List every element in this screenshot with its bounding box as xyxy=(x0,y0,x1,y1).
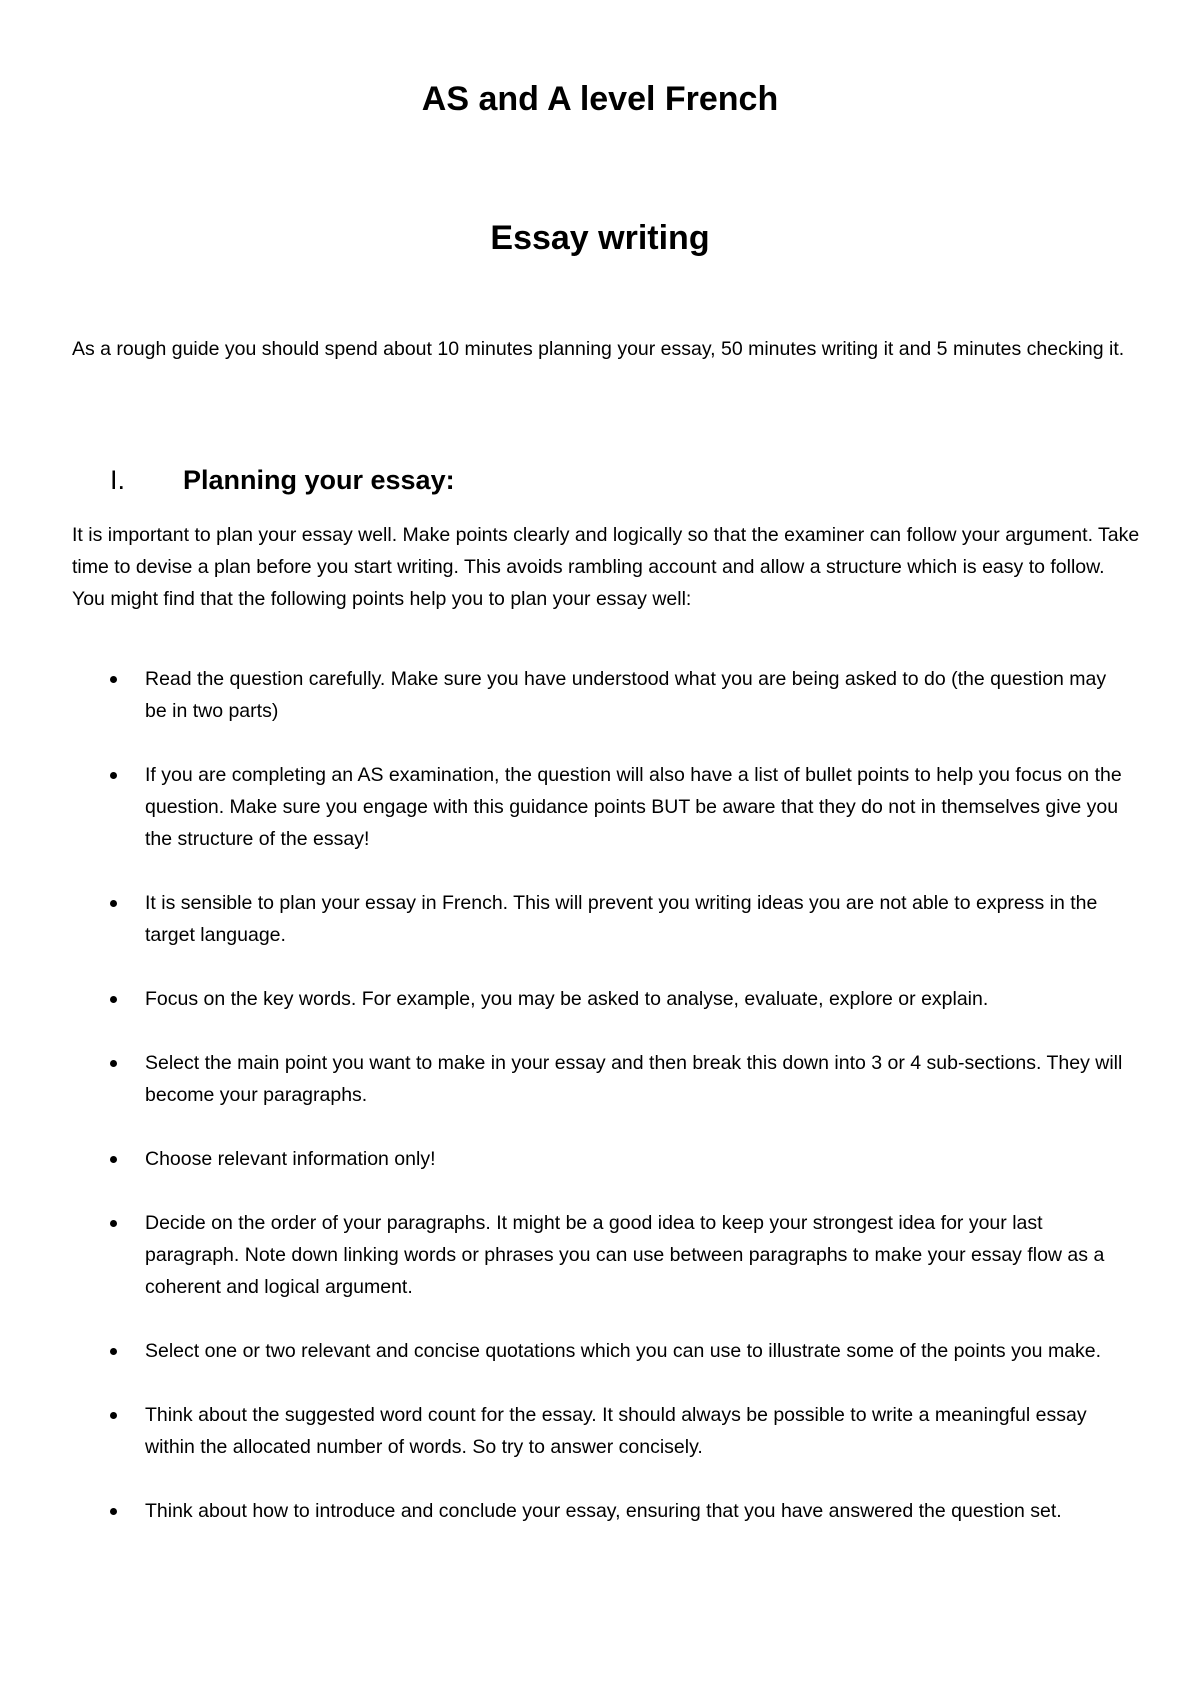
list-item-text: Select one or two relevant and concise quotations which you can use to illustrate some of the points you make. xyxy=(145,1340,1102,1362)
intro-paragraph: As a rough guide you should spend about 10 minutes planning your essay, 50 minutes writing it and 5 minutes checking it. xyxy=(72,338,1125,360)
list-item-text: Choose relevant information only! xyxy=(145,1148,436,1170)
bullet-icon xyxy=(110,1508,117,1515)
list-item-text: Focus on the key words. For example, you may be asked to analyse, evaluate, explore or explain. xyxy=(145,988,989,1010)
list-item xyxy=(0,887,1130,951)
section-heading xyxy=(110,463,455,497)
list-item-text: Think about the suggested word count for the essay. It should always be possible to write a meaningful essay within the allocated number of words. So try to answer concisely. xyxy=(145,1404,1087,1458)
bullet-icon xyxy=(110,1060,117,1067)
bullet-icon xyxy=(110,772,117,779)
list-item-text: Think about how to introduce and conclude your essay, ensuring that you have answered the question set. xyxy=(145,1500,1062,1522)
bullet-list xyxy=(0,663,1200,1559)
list-item xyxy=(0,1335,1130,1367)
list-item xyxy=(0,663,1130,727)
bullet-icon xyxy=(110,996,117,1003)
list-item-text: Select the main point you want to make in your essay and then break this down into 3 or 4 sub-sections. They will become your paragraphs. xyxy=(145,1052,1123,1106)
bullet-icon xyxy=(110,1348,117,1355)
bullet-icon xyxy=(110,1156,117,1163)
list-item-text: It is sensible to plan your essay in French. This will prevent you writing ideas you are not able to express in the target language. xyxy=(145,892,1098,946)
list-item xyxy=(0,759,1130,855)
document-subtitle: Essay writing xyxy=(490,219,710,257)
list-item xyxy=(0,1495,1130,1527)
list-item xyxy=(0,1207,1130,1303)
section-heading-text: Planning your essay: xyxy=(183,465,455,495)
section-paragraph: It is important to plan your essay well. Make points clearly and logically so that the examiner can follow your argument. Take time to devise a plan before you start writing. This avoids rambling account and allow a structure which is easy to follow. You might find that the following points help you to plan your essay well: xyxy=(72,524,1140,610)
bullet-icon xyxy=(110,1220,117,1227)
list-item-text: If you are completing an AS examination, the question will also have a list of bullet points to help you focus on the question. Make sure you engage with this guidance points BUT be aware that they do not in themselves give you the structure of the essay! xyxy=(145,764,1122,850)
list-item-text: Decide on the order of your paragraphs. It might be a good idea to keep your strongest idea for your last paragraph. Note down linking words or phrases you can use between paragraphs to make your essay flow as a coherent and logical argument. xyxy=(145,1212,1105,1298)
document-title: AS and A level French xyxy=(421,80,779,118)
bullet-icon xyxy=(110,1412,117,1419)
bullet-icon xyxy=(110,900,117,907)
list-item xyxy=(0,1047,1130,1111)
list-item-text: Read the question carefully. Make sure you have understood what you are being asked to do (the question may be in two parts) xyxy=(145,668,1107,722)
list-item xyxy=(0,1143,1130,1175)
section-number: I. xyxy=(110,465,126,495)
bullet-icon xyxy=(110,676,117,683)
list-item xyxy=(0,1399,1130,1463)
list-item xyxy=(0,983,1130,1015)
